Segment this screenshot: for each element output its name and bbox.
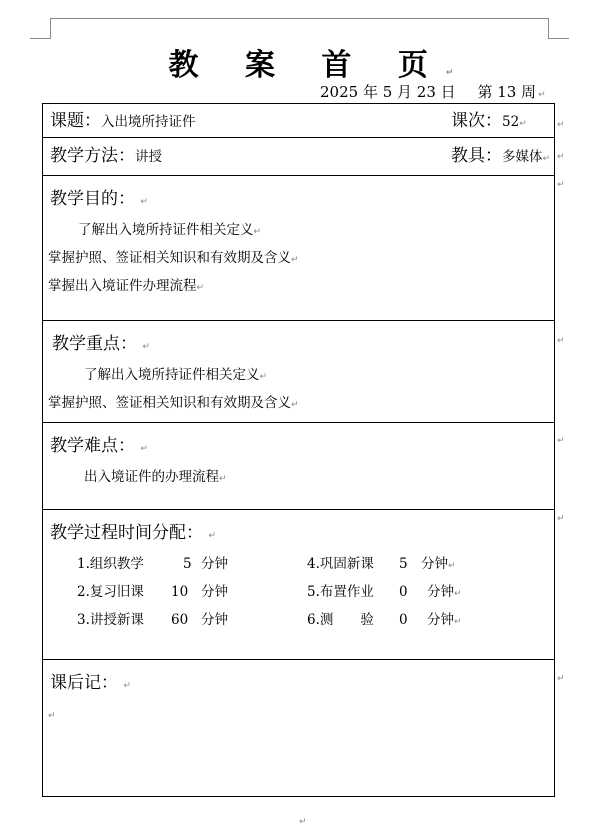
session-value: 52 (502, 114, 520, 130)
table-divider (42, 320, 555, 321)
time-item: 1.组织教学 5 分钟 (77, 556, 228, 572)
tools-field: 教具：多媒体↵ (451, 146, 551, 166)
row-end-mark: ↵ (557, 674, 565, 684)
date-line: 2025 年 5 月 23 日 第 13 周 ↵ (320, 83, 546, 101)
page-title: 教 案 首 页↵ (168, 48, 454, 83)
tools-label: 教具： (451, 146, 502, 166)
row-end-mark: ↵ (557, 120, 565, 130)
row-end-mark: ↵ (557, 514, 565, 524)
method-label: 教学方法： (50, 146, 135, 166)
objective-item: 掌握护照、签证相关知识和有效期及含义↵ (48, 250, 299, 266)
objectives-heading: 教学目的： ↵ (50, 189, 148, 209)
method-field (50, 141, 162, 166)
table-divider (42, 137, 555, 138)
key-points-heading: 教学重点： ↵ (52, 334, 150, 354)
crop-mark-top-left-v (50, 18, 51, 38)
time-allocation-heading: 教学过程时间分配： ↵ (50, 523, 216, 543)
difficulty-item: 出入境证件的办理流程↵ (84, 469, 227, 485)
crop-mark-top-left-h (30, 38, 51, 39)
method-value: 讲授 (135, 149, 162, 165)
time-item: 5.布置作业 0 分钟↵ (307, 584, 462, 600)
time-item: 4.巩固新课 5 分钟↵ (307, 556, 456, 572)
crop-mark-top-right-v (548, 18, 549, 38)
objective-item: 掌握出入境证件办理流程↵ (48, 278, 205, 294)
topic-label: 课题： (50, 111, 101, 131)
topic-field (50, 106, 196, 131)
afterword-heading: 课后记： ↵ (50, 673, 131, 693)
table-divider (42, 175, 555, 176)
time-item: 6.测 验 0 分钟↵ (307, 612, 462, 628)
table-divider (42, 509, 555, 510)
session-label: 课次： (451, 111, 502, 131)
week: 第 13 周 (477, 83, 537, 101)
date: 2025 年 5 月 23 日 (320, 83, 456, 101)
row-end-mark: ↵ (557, 336, 565, 346)
objective-item: 了解出入境所持证件相关定义↵ (78, 222, 262, 238)
crop-mark-top-right-h (548, 38, 569, 39)
difficulties-heading: 教学难点： ↵ (50, 436, 148, 456)
table-divider (42, 422, 555, 423)
page-end-mark: ↵ (299, 817, 307, 827)
table-divider (42, 659, 555, 660)
paragraph-mark: ↵ (48, 711, 56, 721)
tools-value: 多媒体 (502, 149, 543, 165)
topic-value: 入出境所持证件 (101, 114, 196, 130)
key-point-item: 掌握护照、签证相关知识和有效期及含义↵ (48, 395, 299, 411)
session-field: 课次：52↵ (451, 111, 527, 131)
key-point-item: 了解出入境所持证件相关定义↵ (84, 367, 268, 383)
time-item: 2.复习旧课 10 分钟 (77, 584, 228, 600)
row-end-mark: ↵ (557, 152, 565, 162)
row-end-mark: ↵ (557, 436, 565, 446)
row-end-mark: ↵ (557, 180, 565, 190)
crop-mark-top-rule (50, 18, 549, 19)
time-item: 3.讲授新课 60 分钟 (77, 612, 228, 628)
